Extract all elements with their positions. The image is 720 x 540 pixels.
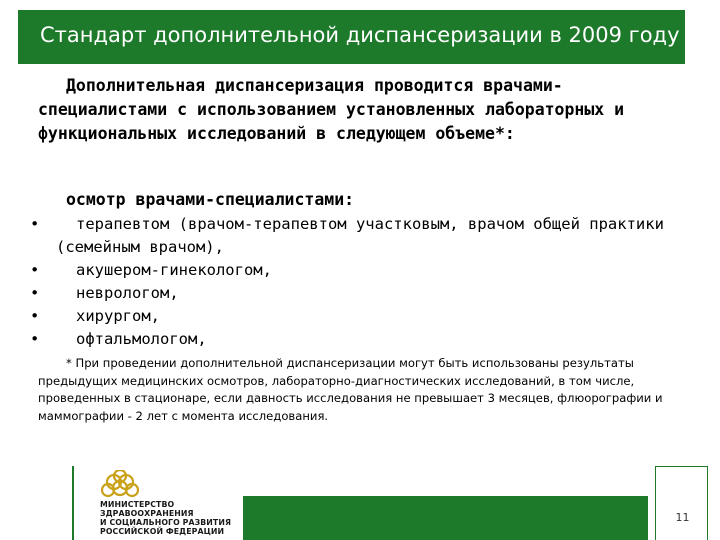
exam-heading: осмотр врачами-специалистами:	[66, 190, 355, 209]
bullet-icon: •	[30, 284, 40, 302]
ministry-logo	[92, 470, 242, 536]
page-number: 11	[675, 511, 690, 524]
list-item	[30, 259, 700, 282]
intro-paragraph	[38, 74, 688, 146]
list-item-text: неврологом,	[76, 284, 179, 302]
intro-text: Дополнительная диспансеризация проводится врачами-специалистами с использованием установленных лабораторных и функциональных исследований в следующем объеме*:	[38, 76, 625, 143]
list-item-text: хирургом,	[76, 307, 160, 325]
list-item	[30, 213, 700, 259]
ministry-name-line: И СОЦИАЛЬНОГО РАЗВИТИЯ	[100, 518, 232, 527]
bullet-icon: •	[30, 215, 40, 233]
ministry-name	[100, 500, 240, 536]
footer-bar	[243, 496, 648, 540]
list-item	[30, 305, 700, 328]
footnote-text: * При проведении дополнительной диспансеризации могут быть использованы результаты предыдущих медицинских осмотров, лабораторно-диагностических исследований, в том числе, проведенных в стационаре, если давность исследования не превышает 3 месяцев, флюорографии и маммографии - 2 лет с момента исследования.	[38, 356, 663, 423]
ministry-emblem-icon	[96, 470, 158, 502]
list-item-text: акушером-гинекологом,	[76, 261, 272, 279]
bullet-icon: •	[30, 330, 40, 348]
slide-title: Стандарт дополнительной диспансеризации в 2009 году	[40, 23, 680, 47]
ministry-name-line: ЗДРАВООХРАНЕНИЯ	[100, 509, 194, 518]
list-item	[30, 328, 700, 351]
page-number-box	[655, 466, 708, 540]
specialist-list	[30, 213, 700, 351]
footer-divider	[72, 466, 74, 540]
footnote	[38, 355, 693, 425]
ministry-name-line: РОССИЙСКОЙ ФЕДЕРАЦИИ	[100, 527, 225, 536]
list-item-text: офтальмологом,	[76, 330, 207, 348]
ministry-name-line: МИНИСТЕРСТВО	[100, 500, 175, 509]
bullet-icon: •	[30, 307, 40, 325]
list-item-text-continued: (семейным врачом),	[56, 238, 224, 256]
list-item-text: терапевтом (врачом-терапевтом участковым, врачом общей практики	[76, 215, 664, 233]
bullet-icon: •	[30, 261, 40, 279]
list-item	[30, 282, 700, 305]
